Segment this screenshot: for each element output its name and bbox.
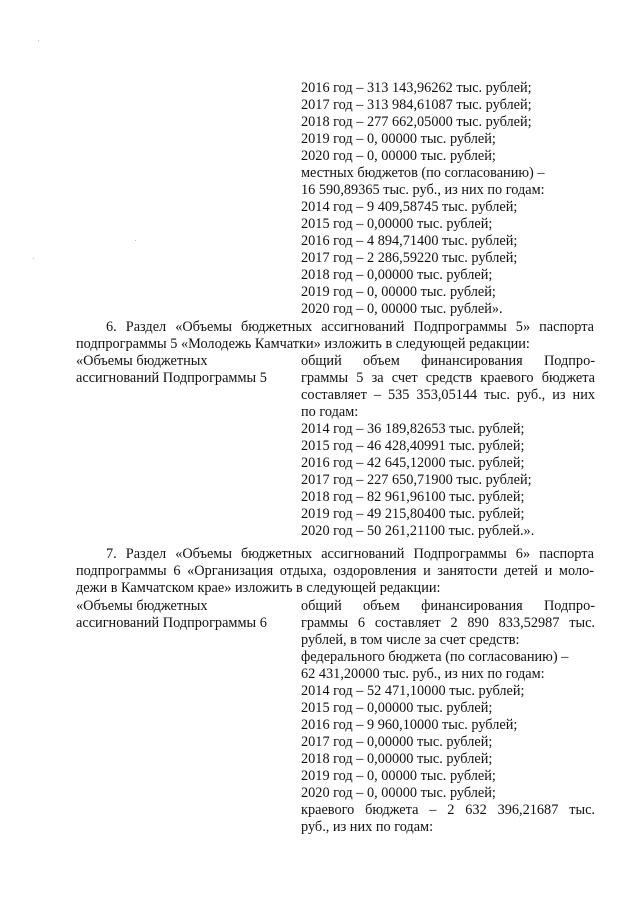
section6-text-line: 2018 год – 82 961,96100 тыс. рублей;: [301, 489, 525, 505]
text-line: 2017 год – 2 286,59220 тыс. рублей;: [301, 250, 518, 266]
text-line: 2014 год – 9 409,58745 тыс. рублей;: [301, 199, 518, 215]
text-line: 2020 год – 0, 00000 тыс. рублей».: [301, 301, 503, 317]
text-line: 2019 год – 0, 00000 тыс. рублей;: [301, 284, 496, 300]
text-line: 2016 год – 313 143,96262 тыс. рублей;: [301, 80, 532, 96]
section6-text-line: составляет – 535 353,05144 тыс. руб., из них: [301, 387, 595, 403]
text-line: 2019 год – 0, 00000 тыс. рублей;: [301, 131, 496, 147]
section6-text-line: 2014 год – 36 189,82653 тыс. рублей;: [301, 421, 525, 437]
text-line: 2018 год – 0,00000 тыс. рублей;: [301, 267, 493, 283]
section7-text-line: 2015 год – 0,00000 тыс. рублей;: [301, 700, 493, 716]
section6-text-line: 2019 год – 49 215,80400 тыс. рублей;: [301, 506, 525, 522]
scan-speck: [135, 240, 136, 241]
section6-text-line: общий объем финансирования Подпро-: [301, 353, 595, 369]
section7-text-line: краевого бюджета – 2 632 396,21687 тыс.: [301, 802, 595, 818]
section7-text-line: 2018 год – 0,00000 тыс. рублей;: [301, 751, 493, 767]
section7-left-label: ассигнований Подпрограммы 6: [76, 615, 267, 631]
text-line: 2018 год – 277 662,05000 тыс. рублей;: [301, 114, 532, 130]
section6-left-label: ассигнований Подпрограммы 5: [76, 370, 267, 386]
section7-text-line: 2016 год – 9 960,10000 тыс. рублей;: [301, 717, 518, 733]
section7-text-line: 2014 год – 52 471,10000 тыс. рублей;: [301, 683, 525, 699]
text-line: 2020 год – 0, 00000 тыс. рублей;: [301, 148, 496, 164]
section7-text-line: руб., из них по годам:: [301, 819, 434, 835]
section7-left-label: «Объемы бюджетных: [76, 598, 208, 614]
scan-speck: [38, 40, 39, 41]
text-line: местных бюджетов (по согласованию) –: [301, 165, 545, 181]
text-line: 2017 год – 313 984,61087 тыс. рублей;: [301, 97, 532, 113]
paragraph-6-heading: 6. Раздел «Объемы бюджетных ассигнований Подпрограммы 5» паспорта: [106, 319, 594, 335]
section7-text-line: общий объем финансирования Подпро-: [301, 598, 595, 614]
paragraph-7-heading: 7. Раздел «Объемы бюджетных ассигнований Подпрограммы 6» паспорта: [106, 546, 594, 562]
section6-text-line: по годам:: [301, 404, 359, 420]
text-line: 16 590,89365 тыс. руб., из них по годам:: [301, 182, 545, 198]
text-line: 2016 год – 4 894,71400 тыс. рублей;: [301, 233, 518, 249]
paragraph-7-line: дежи в Камчатском крае» изложить в следующей редакции:: [76, 580, 441, 596]
section6-text-line: 2016 год – 42 645,12000 тыс. рублей;: [301, 455, 525, 471]
scan-speck: [33, 258, 34, 259]
section7-text-line: граммы 6 составляет 2 890 833,52987 тыс.: [301, 615, 595, 631]
section7-text-line: 2019 год – 0, 00000 тыс. рублей;: [301, 768, 496, 784]
paragraph-7-line: подпрограммы 6 «Организация отдыха, оздоровления и занятости детей и моло-: [76, 563, 594, 579]
section6-text-line: 2017 год – 227 650,71900 тыс. рублей;: [301, 472, 532, 488]
section7-text-line: 2017 год – 0,00000 тыс. рублей;: [301, 734, 493, 750]
section7-text-line: 2020 год – 0, 00000 тыс. рублей;: [301, 785, 496, 801]
section7-text-line: федерального бюджета (по согласованию) –: [301, 649, 569, 665]
section6-text-line: граммы 5 за счет средств краевого бюджета: [301, 370, 595, 386]
section7-text-line: 62 431,20000 тыс. руб., из них по годам:: [301, 666, 545, 682]
text-line: 2015 год – 0,00000 тыс. рублей;: [301, 216, 493, 232]
section6-text-line: 2015 год – 46 428,40991 тыс. рублей;: [301, 438, 525, 454]
section6-left-label: «Объемы бюджетных: [76, 353, 208, 369]
paragraph-6-line: подпрограммы 5 «Молодежь Камчатки» изложить в следующей редакции:: [76, 336, 530, 352]
section7-text-line: рублей, в том числе за счет средств:: [301, 632, 520, 648]
section6-text-line: 2020 год – 50 261,21100 тыс. рублей.».: [301, 523, 535, 539]
